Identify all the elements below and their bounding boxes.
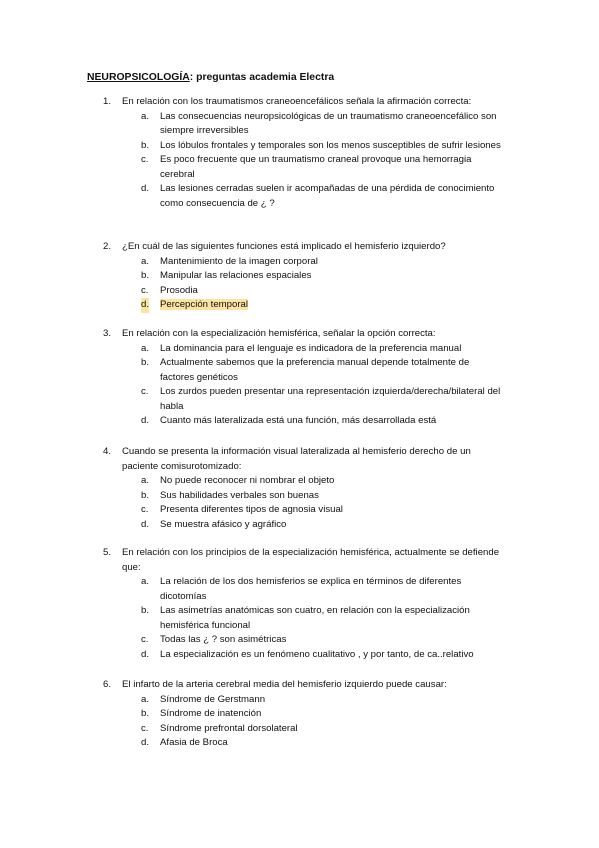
option-text: Las consecuencias neuropsicológicas de un traumatismo craneoencefálico son siempre irreversibles: [160, 110, 497, 136]
option-a: [141, 575, 503, 604]
option-c: [141, 722, 503, 737]
option-c: [141, 633, 503, 648]
option-a: [141, 255, 503, 270]
option-letter: a.: [141, 342, 150, 354]
option-text: Síndrome de inatención: [160, 708, 262, 719]
question-number: 5.: [103, 547, 112, 558]
option-letter: a.: [141, 110, 150, 122]
option-text: Es poco frecuente que un traumatismo craneal provoque una hemorragia cerebral: [160, 154, 472, 180]
option-text: Manipular las relaciones espaciales: [160, 270, 312, 281]
option-text: La relación de los dos hemisferios se explica en términos de diferentes dicotomías: [160, 576, 462, 602]
option-letter: d.: [141, 298, 149, 313]
question-stem: En relación con los traumatismos craneoencefálicos señala la afirmación correcta:: [122, 96, 472, 107]
option-letter: b.: [141, 270, 150, 281]
options-list: [141, 110, 503, 212]
option-a: [141, 693, 503, 708]
options-list: [141, 693, 503, 751]
question-number: 3.: [103, 328, 112, 339]
question-stem: El infarto de la arteria cerebral media del hemisferio izquierdo puede causar:: [122, 679, 447, 690]
option-b: [141, 139, 503, 154]
option-letter: c.: [141, 154, 149, 165]
title-subject: NEUROPSICOLOGÍA: [87, 72, 190, 83]
option-letter: a.: [141, 255, 150, 267]
option-text: La dominancia para el lenguaje es indicadora de la preferencia manual: [160, 342, 462, 354]
question-3: [103, 327, 503, 429]
option-b: [141, 489, 503, 504]
option-c: [141, 153, 503, 182]
question-stem: Cuando se presenta la información visual lateralizada al hemisferio derecho de un paciente comisurotomizado:: [122, 446, 471, 472]
option-text: Las lesiones cerradas suelen ir acompañadas de una pérdida de conocimiento como consecuencia de ¿ ?: [160, 183, 495, 209]
option-d-highlighted: [141, 298, 503, 313]
options-list: [141, 474, 503, 532]
question-stem: ¿En cuál de las siguientes funciones está implicado el hemisferio izquierdo?: [122, 241, 446, 252]
option-c: [141, 385, 503, 414]
option-letter: a.: [141, 693, 150, 705]
option-letter: d.: [141, 648, 150, 660]
option-d: [141, 648, 503, 663]
option-letter: a.: [141, 475, 150, 486]
question-2: [103, 240, 503, 313]
option-text: Mantenimiento de la imagen corporal: [160, 255, 318, 267]
option-text: Síndrome de Gerstmann: [160, 693, 266, 705]
option-letter: a.: [141, 576, 150, 587]
option-letter: b.: [141, 708, 150, 719]
options-list: [141, 575, 503, 662]
option-text: Se muestra afásico y agráfico: [160, 518, 287, 530]
option-letter: d.: [141, 183, 150, 194]
question-1: [103, 95, 503, 211]
option-text: Cuanto más lateralizada está una función, más desarrollada está: [160, 415, 437, 426]
option-letter: c.: [141, 722, 149, 734]
option-letter: b.: [141, 139, 150, 151]
option-letter: d.: [141, 737, 150, 748]
option-text: Prosodia: [160, 284, 198, 296]
question-number: 1.: [103, 96, 112, 107]
option-letter: d.: [141, 415, 150, 426]
document-title: [87, 72, 334, 83]
option-text: Los lóbulos frontales y temporales son los menos susceptibles de sufrir lesiones: [160, 139, 501, 151]
option-a: [141, 110, 503, 139]
option-letter: d.: [141, 518, 150, 530]
option-b: [141, 707, 503, 722]
option-letter: b.: [141, 489, 150, 501]
option-d: [141, 182, 503, 211]
question-number: 4.: [103, 446, 112, 457]
option-b: [141, 604, 503, 633]
option-a: [141, 342, 503, 357]
question-number: 2.: [103, 241, 112, 252]
question-4: [103, 445, 503, 532]
option-letter: b.: [141, 605, 150, 616]
option-text: La especialización es un fenómeno cualitativo , y por tanto, de ca..relativo: [160, 648, 474, 660]
option-letter: b.: [141, 357, 150, 368]
option-letter: c.: [141, 386, 149, 397]
options-list: [141, 255, 503, 313]
question-stem: En relación con la especialización hemisférica, señalar la opción correcta:: [122, 328, 436, 339]
option-letter: c.: [141, 504, 149, 515]
option-d: [141, 414, 503, 429]
title-rest: : preguntas academia Electra: [189, 72, 335, 83]
question-stem: En relación con los principios de la especialización hemisférica, actualmente se defiende que:: [122, 547, 500, 573]
option-text: Presenta diferentes tipos de agnosia visual: [160, 504, 343, 515]
option-letter: c.: [141, 634, 149, 645]
option-text: Actualmente sabemos que la preferencia manual depende totalmente de factores genéticos: [160, 357, 470, 383]
option-text: Percepción temporal: [160, 299, 248, 310]
option-d: [141, 518, 503, 533]
option-c: [141, 503, 503, 518]
option-b: [141, 356, 503, 385]
question-number: 6.: [103, 679, 112, 690]
option-text: No puede reconocer ni nombrar el objeto: [160, 475, 335, 486]
option-letter: c.: [141, 284, 149, 296]
options-list: [141, 342, 503, 429]
option-c: [141, 284, 503, 299]
option-text: Sus habilidades verbales son buenas: [160, 489, 319, 501]
option-d: [141, 736, 503, 751]
option-b: [141, 269, 503, 284]
option-text: Las asimetrías anatómicas son cuatro, en relación con la especialización hemisférica funcional: [160, 605, 470, 631]
option-text: Los zurdos pueden presentar una representación izquierda/derecha/bilateral del habla: [160, 386, 501, 412]
question-5: [103, 546, 503, 662]
option-text: Todas las ¿ ? son asimétricas: [160, 634, 287, 645]
option-text: Afasia de Broca: [160, 737, 228, 748]
option-text: Síndrome prefrontal dorsolateral: [160, 722, 298, 734]
option-a: [141, 474, 503, 489]
question-6: [103, 678, 503, 751]
